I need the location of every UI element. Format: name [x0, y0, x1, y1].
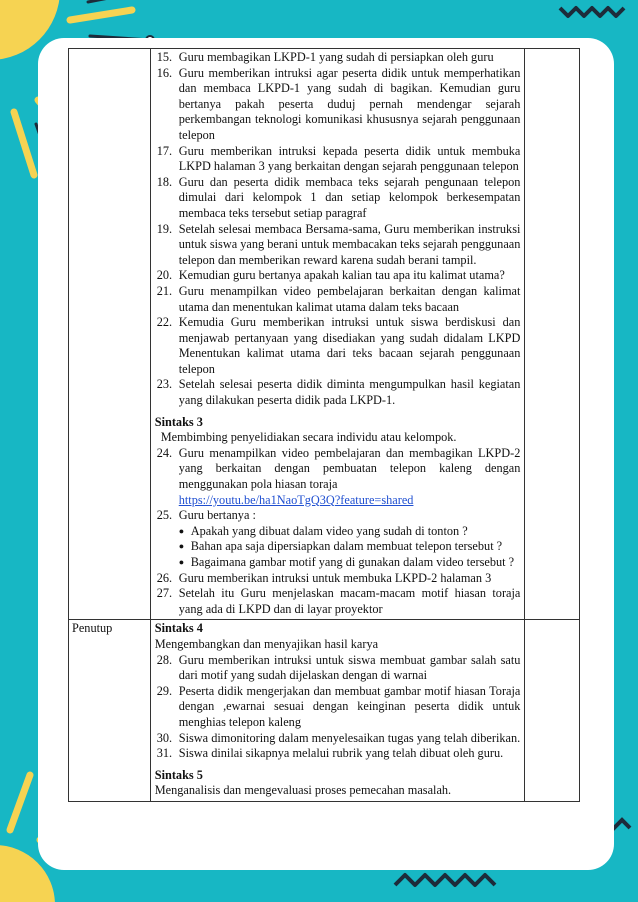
sintaks-5-description: Menganalisis dan mengevaluasi proses pemecahan masalah.	[154, 783, 452, 798]
list-item: 21. Guru menampilkan video pembelajaran berkaitan dengan kalimat utama dan menentukan kalimat utama dalam teks bacaan	[156, 283, 521, 314]
table-row-penutup	[69, 620, 580, 802]
list-item: 15. Guru membagikan LKPD-1 yang sudah di persiapkan oleh guru	[156, 50, 494, 64]
bullet-item: ● Bagaimana gambar motif yang di gunakan dalam video tersebut ?	[179, 555, 521, 571]
list-item: 18. Guru dan peserta didik membaca teks sejarah pengunaan telepon dimulai dari kelompok 1 dan setiap kelompok berkesempatan membaca teks tersebut setiap paragraf	[156, 174, 521, 220]
video-link[interactable]: https://youtu.be/ha1NaoTgQ3Q?feature=shared	[178, 492, 414, 507]
table-row	[69, 49, 580, 620]
activity-list-a	[155, 50, 521, 409]
list-item: 26. Guru memberikan intruksi untuk membuka LKPD-2 halaman 3	[156, 570, 492, 585]
notes-cell	[525, 620, 580, 802]
activity-list-24	[155, 446, 521, 493]
stage-cell-empty	[69, 49, 151, 620]
list-item: 25. Guru bertanya :	[156, 508, 256, 523]
list-item: 22. Kemudia Guru memberikan intruksi untuk siswa berdiskusi dan menjawab pertanyaan yang disediakan yang sudah didalam LKPD Menentukan kalimat utama dari teks bacaan sejarah penggunaan telepon	[156, 315, 521, 376]
notes-cell	[525, 49, 580, 620]
list-item: 20. Kemudian guru bertanya apakah kalian tau apa itu kalimat utama?	[156, 268, 505, 283]
squiggle-top-right	[560, 8, 624, 16]
list-item: 16. Guru memberikan intruksi agar peserta didik untuk memperhatikan dan membaca LKPD-1 yang sudah di bagikan. Kemudian guru bertanya pakah peserta duduj pernah mendengar sejarah perkembangan teknologi komunikasi khususnya sejarah penggunaan telepon	[156, 65, 521, 142]
list-item: 27. Setelah itu Guru menjelaskan macam-macam motif hiasan toraja yang ada di LKPD dan di layar proyektor	[156, 586, 521, 616]
sintaks-5-title: Sintaks 5	[154, 767, 203, 782]
list-item: 19. Setelah selesai membaca Bersama-sama, Guru memberikan instruksi untuk siswa yang berani untuk membacakan teks sejarah penggunaan telepon dan memberikan reward karena sudah berani tampil.	[156, 221, 521, 267]
question-bullets	[155, 524, 521, 571]
activity-list-c	[155, 653, 521, 762]
sintaks-3-description: Membimbing penyelidiakan secara individu atau kelompok.	[160, 430, 457, 445]
activity-cell	[150, 49, 525, 620]
squiggle-bottom	[395, 875, 495, 885]
bullet-item: ● Bahan apa saja dipersiapkan dalam membuat telepon tersebut ?	[179, 539, 521, 555]
activity-list-25	[155, 508, 521, 524]
sintaks-4-title: Sintaks 4	[154, 621, 203, 636]
activity-list-b	[155, 571, 521, 618]
list-item: 28. Guru memberikan intruksi untuk siswa membuat gambar salah satu dari motif yang sudah dijelaskan dengan di warnai	[156, 652, 521, 683]
sintaks-3-title: Sintaks 3	[154, 414, 203, 429]
lesson-plan-table	[68, 48, 580, 802]
stage-label-penutup: Penutup	[72, 621, 113, 636]
bullet-item: ● Apakah yang dibuat dalam video yang sudah di tonton ?	[179, 524, 521, 540]
sintaks-4-description: Mengembangkan dan menyajikan hasil karya	[154, 636, 379, 651]
list-item: 17. Guru memberikan intruksi kepada peserta didik untuk membuka LKPD halaman 3 yang berkaitan dengan sejarah penggunaan telepon	[156, 143, 521, 174]
list-item: 30. Siswa dimonitoring dalam menyelesaikan tugas yang telah diberikan.	[156, 730, 521, 745]
list-item: 31. Siswa dinilai sikapnya melalui rubrik yang telah dibuat oleh guru.	[156, 746, 504, 761]
list-item: 23. Setelah selesai peserta didik diminta mengumpulkan hasil kegiatan yang dilakukan peserta didik pada LKPD-1.	[156, 377, 521, 408]
stage-cell	[69, 620, 151, 802]
list-item: 29. Peserta didik mengerjakan dan membuat gambar motif hiasan Toraja dengan ,ewarnai sesuai dengan keinginan peserta didik untuk menghias telepon kaleng	[156, 683, 521, 729]
activity-cell-penutup	[150, 620, 525, 802]
list-item: 24. Guru menampilkan video pembelajaran dan membagikan LKPD-2 yang berkaitan dengan pembuatan telepon kaleng dengan menggunakan pola hiasan toraja	[156, 445, 521, 492]
